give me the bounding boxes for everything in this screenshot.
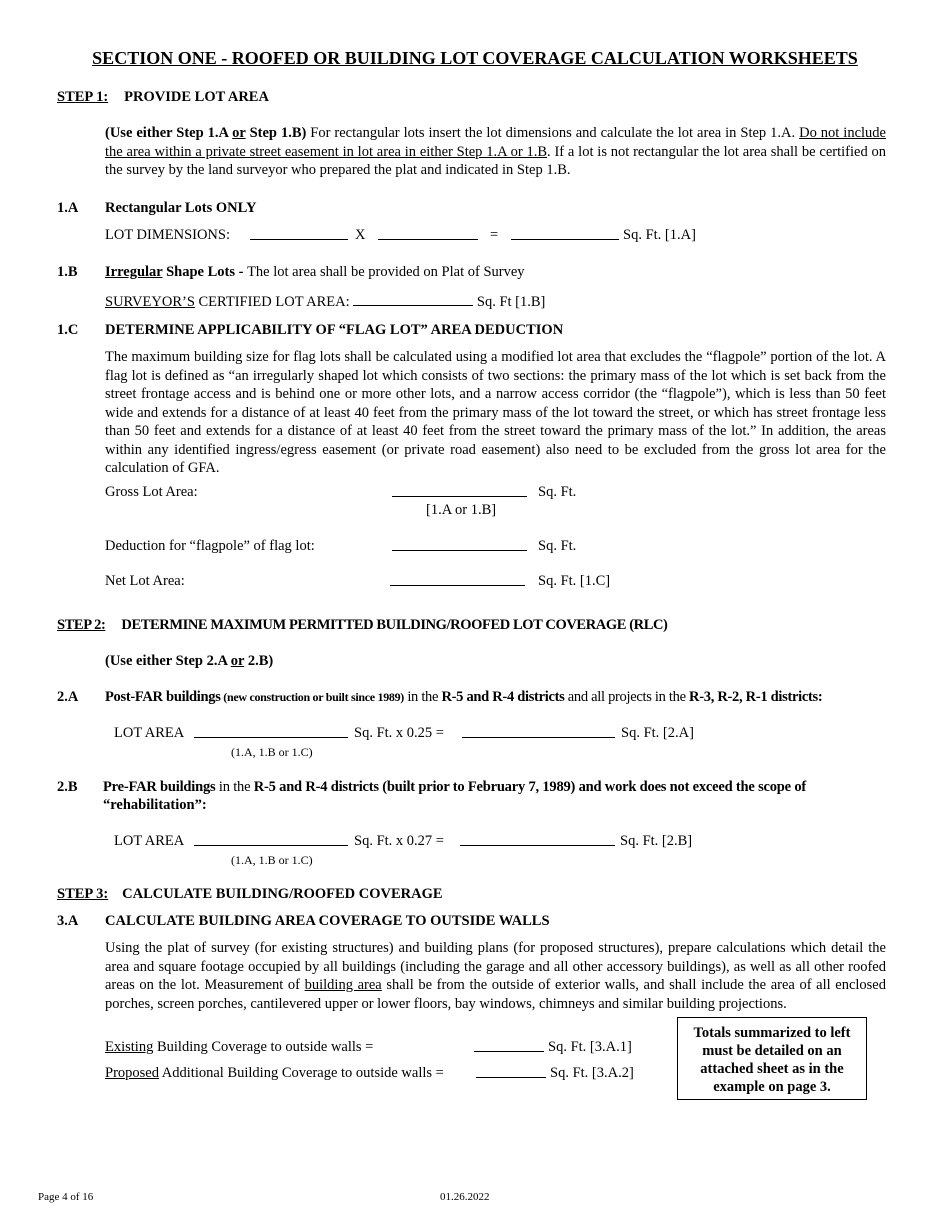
- step1-intro-text: For rectangular lots insert the lot dimensions and calculate the lot area in Step 1.A.: [306, 125, 800, 141]
- s2a-lot-area-field[interactable]: [194, 724, 348, 738]
- step1-intro-bold-b: Step 1.B): [245, 125, 307, 141]
- proposed-rest: Additional Building Coverage to outside walls =: [158, 1065, 444, 1081]
- step1-label: STEP 1:: [57, 89, 109, 105]
- s2a-t6: R-3, R-2, R-1 districts:: [689, 689, 823, 705]
- s1b-number: 1.B: [57, 264, 78, 280]
- s2a-lot-area-label: LOT AREA: [114, 725, 185, 741]
- lot-area-1a-field[interactable]: [511, 226, 619, 240]
- existing-coverage-field[interactable]: [474, 1038, 544, 1052]
- s2a-t2: (new construction or built since 1989): [220, 690, 404, 704]
- s1c-text: The maximum building size for flag lots shall be calculated using a modified lot area that excludes the “flagpole” portion of the lot. A flag lot is defined as “an irregularly shaped lot which consists of two sections: the primary mass of the lot which is set back from the street frontage access and is behind one or more other lots, and a narrow access corridor (the “flagpole”), which is less than 50 feet wide and extends for a distance of at least 40 feet from the primary mass of the lot toward the street, or which has street frontage less than 50 feet and extends for a distance of at least 40 feet from the street toward the primary mass of the lot.” In addition, the areas within any identified ingress/egress easement (or private road easement) also need to be excluded from the gross lot area for the calculation of GFA.: [105, 349, 886, 476]
- s1b-heading: [105, 263, 525, 281]
- step3-label: STEP 3:: [57, 886, 109, 902]
- proposed-u: Proposed: [105, 1065, 159, 1081]
- s1a-unit: Sq. Ft. [1.A]: [623, 227, 696, 243]
- net-lot-area-label: Net Lot Area:: [105, 573, 185, 589]
- s3a-text: [105, 939, 886, 1013]
- step2-use-a: (Use either Step 2.A: [105, 653, 231, 669]
- step2-title: DETERMINE MAXIMUM PERMITTED BUILDING/ROOFED LOT COVERAGE (RLC): [121, 617, 668, 633]
- s2b-lot-area-field[interactable]: [194, 832, 348, 846]
- s2b-t3: R-5 and R-4 districts (built prior to February 7, 1989) and work does not exceed the scope of: [253, 779, 807, 795]
- s2a-t5: and all projects in the: [564, 689, 690, 705]
- step3-heading: [57, 885, 443, 903]
- s3a-text-a: Using the plat of survey (for existing structures) and building plans (for proposed structures), prepare calculations which detail the area and square footage occupied by all buildings (including the garage and all other accessory buildings), as well as all other roofed areas on the lot. Measurement of: [105, 940, 886, 993]
- step1-intro-underlined: Do not include the area within a private street easement in lot area in either Step 1.A or 1.B: [105, 125, 886, 160]
- s2a-number: 2.A: [57, 689, 79, 705]
- s2b-result-field[interactable]: [460, 832, 615, 846]
- page-title: SECTION ONE - ROOFED OR BUILDING LOT COVERAGE CALCULATION WORKSHEETS: [92, 48, 858, 68]
- s2a-t3: in the: [404, 689, 442, 705]
- existing-u: Existing: [105, 1039, 154, 1055]
- totals-note-box: Totals summarized to left must be detailed on an attached sheet as in the example on page 3.: [677, 1017, 867, 1100]
- proposed-coverage-unit: Sq. Ft. [3.A.2]: [550, 1065, 634, 1081]
- s1b-heading-irregular: Irregular: [105, 264, 163, 280]
- gross-lot-area-note: [1.A or 1.B]: [426, 502, 497, 518]
- surveyor-label-rest: CERTIFIED LOT AREA:: [194, 294, 354, 310]
- s2a-heading: [105, 688, 822, 706]
- s3a-number: 3.A: [57, 913, 79, 929]
- s3a-text-b: shall be from the outside of exterior walls, and shall include the area of all enclosed porches, screen porches, cantilevered upper or lower floors, bay windows, chimneys and similar building projections.: [105, 977, 886, 1012]
- gross-lot-area-unit: Sq. Ft.: [538, 484, 577, 500]
- s2b-lot-area-label: LOT AREA: [114, 833, 185, 849]
- s2b-heading: [103, 778, 806, 796]
- step2-use-either: [105, 652, 273, 670]
- s2b-heading-line2: “rehabilitation”:: [103, 797, 207, 813]
- existing-rest: Building Coverage to outside walls =: [153, 1039, 374, 1055]
- step1-intro-rest: . If a lot is not rectangular the lot area shall be certified on the survey by the land surveyor who prepared the plat and indicated in Step 1.B.: [105, 143, 886, 178]
- step3-title: CALCULATE BUILDING/ROOFED COVERAGE: [122, 886, 443, 902]
- s1b-text: The lot area shall be provided on Plat of Survey: [247, 264, 525, 280]
- flagpole-deduction-field[interactable]: [392, 537, 527, 551]
- flagpole-deduction-unit: Sq. Ft.: [538, 538, 577, 554]
- s2b-t1: Pre-FAR buildings: [103, 779, 216, 795]
- existing-coverage-unit: Sq. Ft. [3.A.1]: [548, 1039, 632, 1055]
- footer-date: 01.26.2022: [440, 1191, 490, 1203]
- step2-label: STEP 2:: [57, 617, 106, 633]
- proposed-coverage-field[interactable]: [476, 1064, 546, 1078]
- s2a-unit: Sq. Ft. [2.A]: [621, 725, 694, 741]
- step2-use-or: or: [230, 653, 245, 669]
- flagpole-deduction-label: Deduction for “flagpole” of flag lot:: [105, 538, 315, 554]
- equals-sign: =: [490, 227, 499, 243]
- lot-dimensions-label: LOT DIMENSIONS:: [105, 227, 230, 243]
- s2a-t1: Post-FAR buildings: [105, 689, 221, 705]
- lot-length-field[interactable]: [250, 226, 348, 240]
- step1-intro-or: or: [232, 125, 246, 141]
- s2b-t2: in the: [215, 779, 254, 795]
- step1-title: PROVIDE LOT AREA: [124, 89, 269, 105]
- s2a-multiplier: Sq. Ft. x 0.25 =: [354, 725, 444, 741]
- gross-lot-area-label: Gross Lot Area:: [105, 484, 198, 500]
- s2b-note: (1.A, 1.B or 1.C): [231, 853, 313, 867]
- s2a-t4: R-5 and R-4 districts: [441, 689, 565, 705]
- surveyor-label-u: SURVEYOR’S: [105, 294, 195, 310]
- s2b-number: 2.B: [57, 779, 78, 795]
- step2-heading: [57, 616, 667, 634]
- gross-lot-area-field[interactable]: [392, 483, 527, 497]
- step1-intro-bold: (Use either Step 1.A: [105, 125, 233, 141]
- net-lot-area-unit: Sq. Ft. [1.C]: [538, 573, 611, 589]
- s3a-heading: CALCULATE BUILDING AREA COVERAGE TO OUTSIDE WALLS: [105, 913, 550, 929]
- s1a-number: 1.A: [57, 200, 79, 216]
- surveyor-lot-area-field[interactable]: [353, 292, 473, 306]
- s1b-heading-rest: Shape Lots -: [162, 264, 248, 280]
- s1c-heading: DETERMINE APPLICABILITY OF “FLAG LOT” AREA DEDUCTION: [105, 322, 564, 338]
- s1b-unit: Sq. Ft [1.B]: [473, 294, 546, 310]
- proposed-coverage-label: [105, 1064, 444, 1082]
- net-lot-area-field[interactable]: [390, 572, 525, 586]
- surveyor-certified-row: [105, 292, 545, 311]
- step1-heading: [57, 88, 269, 106]
- step1-intro: [105, 124, 886, 180]
- s2b-unit: Sq. Ft. [2.B]: [620, 833, 693, 849]
- existing-coverage-label: [105, 1038, 373, 1056]
- s1c-number: 1.C: [57, 322, 79, 338]
- s2a-result-field[interactable]: [462, 724, 615, 738]
- s1a-heading: Rectangular Lots ONLY: [105, 200, 257, 216]
- page-number: Page 4 of 16: [38, 1191, 94, 1203]
- lot-width-field[interactable]: [378, 226, 478, 240]
- s3a-text-building-area: building area: [304, 977, 382, 993]
- step2-use-b: 2.B): [244, 653, 274, 669]
- s2a-note: (1.A, 1.B or 1.C): [231, 745, 313, 759]
- s2b-multiplier: Sq. Ft. x 0.27 =: [354, 833, 444, 849]
- times-sign: X: [355, 227, 366, 243]
